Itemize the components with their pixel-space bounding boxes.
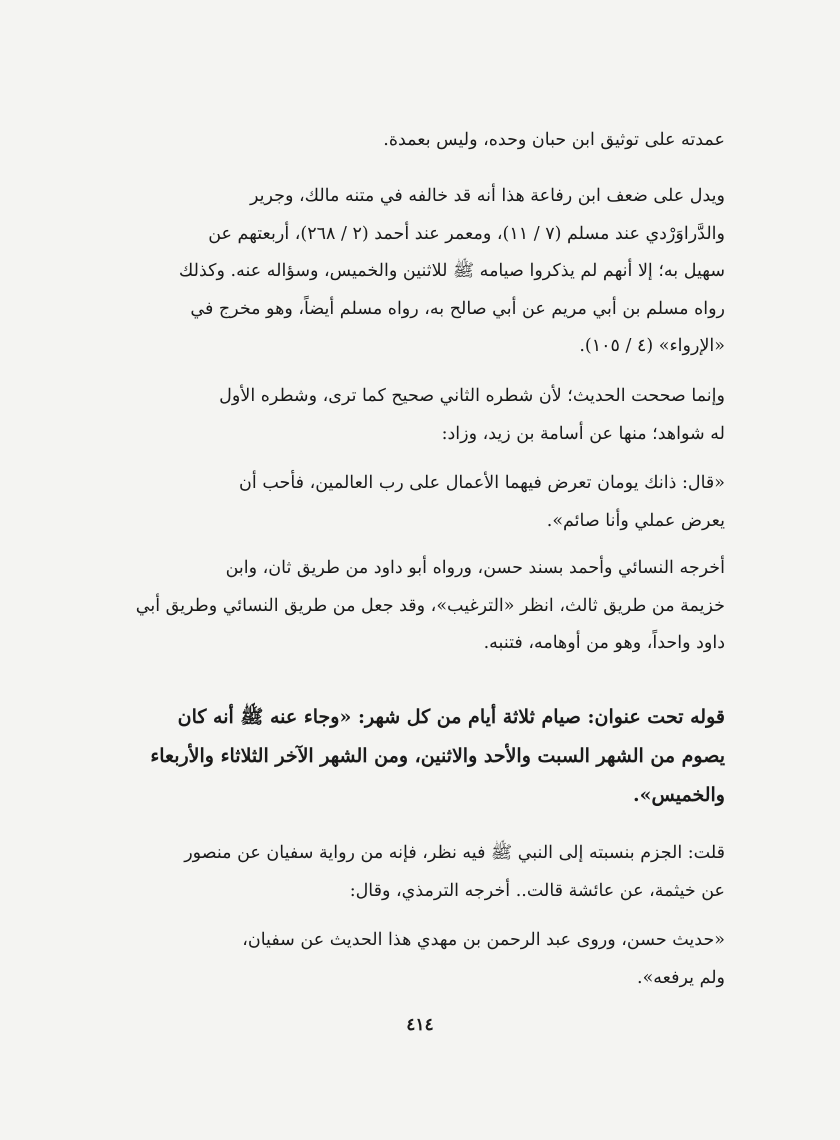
- text-line: ولم يرفعه».: [637, 967, 725, 988]
- page-number: ٤١٤: [406, 1015, 434, 1035]
- text-line: خزيمة من طريق ثالث، انظر «الترغيب»، وقد جعل من طريق النسائي وطريق أبي: [135, 595, 725, 616]
- paragraph-ibn-rifaa-weakness: [100, 178, 725, 366]
- text-line: والخميس».: [633, 784, 725, 806]
- paragraph-tirmidhi-quote: [100, 922, 725, 997]
- text-line: يصوم من الشهر السبت والأحد والاثنين، ومن الشهر الآخر الثلاثاء والأربعاء: [150, 745, 725, 767]
- text-line: قلت: الجزم بنسبته إلى النبي ﷺ فيه نظر، فإنه من رواية سفيان عن منصور: [184, 843, 725, 863]
- paragraph-takhrij: [100, 550, 725, 663]
- text-line: عمدته على توثيق ابن حبان وحده، وليس بعمدة.: [383, 130, 725, 150]
- text-line: له شواهد؛ منها عن أسامة بن زيد، وزاد:: [441, 423, 725, 444]
- text-line: «حديث حسن، وروى عبد الرحمن بن مهدي هذا الحديث عن سفيان،: [242, 930, 725, 950]
- paragraph-heading-quote: [100, 698, 725, 815]
- text-line: سهيل به؛ إلا أنهم لم يذكروا صيامه ﷺ للاثنين والخميس، وسؤاله عنه. وكذلك: [178, 261, 725, 281]
- paragraph-comment: [100, 835, 725, 910]
- paragraph-authentication: [100, 378, 725, 453]
- text-line: عن خيثمة، عن عائشة قالت.. أخرجه الترمذي، وقال:: [349, 880, 725, 901]
- text-line: أخرجه النسائي وأحمد بسند حسن، ورواه أبو داود من طريق ثان، وابن: [225, 558, 725, 578]
- text-line: ويدل على ضعف ابن رفاعة هذا أنه قد خالفه في متنه مالك، وجرير: [249, 186, 725, 206]
- text-line: والدَّراوَرْدي عند مسلم (٧ / ١١)، ومعمر عند أحمد (٢ / ٢٦٨)، أربعتهم عن: [208, 223, 725, 244]
- text-line: داود واحداً، وهو من أوهامه، فتنبه.: [483, 633, 725, 653]
- text-line: وإنما صححت الحديث؛ لأن شطره الثاني صحيح كما ترى، وشطره الأول: [219, 386, 725, 406]
- text-line: يعرض عملي وأنا صائم».: [546, 510, 725, 531]
- text-line: رواه مسلم بن أبي مريم عن أبي صالح به، رواه مسلم أيضاً، وهو مخرج في: [190, 298, 725, 319]
- text-line: «قال: ذانك يومان تعرض فيهما الأعمال على رب العالمين، فأحب أن: [239, 473, 725, 493]
- paragraph-hadith-quote: [100, 465, 725, 540]
- paragraph-ibn-hibban: [100, 122, 725, 160]
- text-line: قوله تحت عنوان: صيام ثلاثة أيام من كل شهر: «وجاء عنه ﷺ أنه كان: [177, 706, 725, 728]
- text-line: «الإرواء» (٤ / ١٠٥).: [579, 336, 725, 356]
